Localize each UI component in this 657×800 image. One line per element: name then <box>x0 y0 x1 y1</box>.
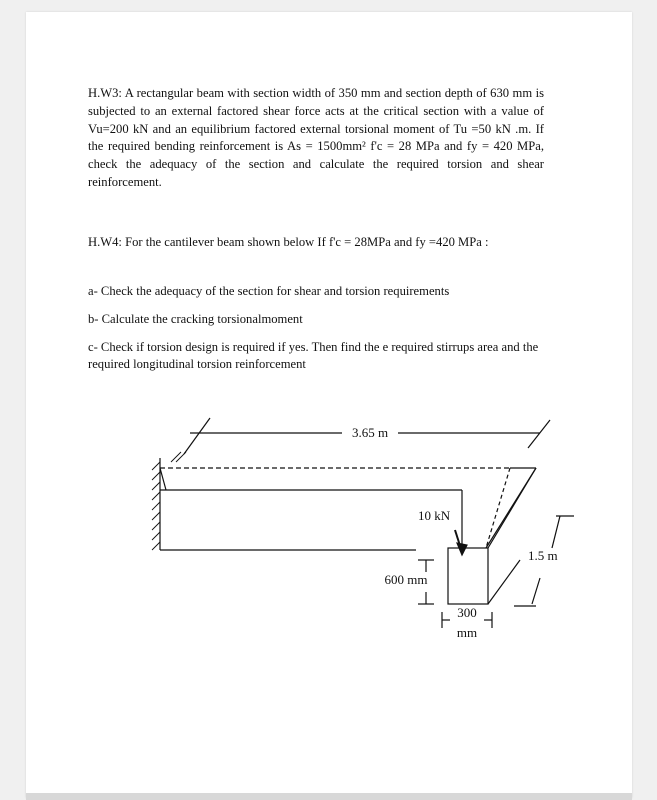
span-label: 3.65 m <box>351 425 389 440</box>
hw4-title: H.W4: For the cantilever beam shown below If f'c = 28MPa and fy =420 MPa : <box>88 235 489 249</box>
depth-label: 600 mm <box>384 572 428 587</box>
load-label: 10 kN <box>418 508 451 523</box>
span-ext-right <box>528 420 550 448</box>
span-ext-left <box>184 418 210 454</box>
width-unit-label: mm <box>456 625 478 640</box>
hw4-item-b: b- Calculate the cracking torsionalmoment <box>88 312 303 326</box>
support-hatching <box>152 452 186 550</box>
load-arrow-head <box>457 543 467 555</box>
width-label: 300 <box>457 605 477 620</box>
end-section-box <box>448 548 488 604</box>
arm-length-label: 1.5 m <box>528 548 558 563</box>
hw3-text: H.W3: A rectangular beam with section width of 350 mm and section depth of 630 mm is subjected to an external factored shear force acts at the critical section with a value of Vu=200 kN and an equilibrium factored external torsional moment of Tu =50 kN .m. If the required bending reinforcement is As = 1500mm² f'c = 28 MPa and fy = 420 MPa, check the adequacy of the section and calculate the required torsion and shear reinforcement. <box>88 86 544 189</box>
hw4-item-a: a- Check the adequacy of the section for shear and torsion requirements <box>88 284 450 298</box>
arm-hidden-edge <box>486 468 510 548</box>
hw4-item-c: c- Check if torsion design is required if yes. Then find the e required stirrups area and the required longitudinal torsion reinforcement <box>88 340 539 371</box>
